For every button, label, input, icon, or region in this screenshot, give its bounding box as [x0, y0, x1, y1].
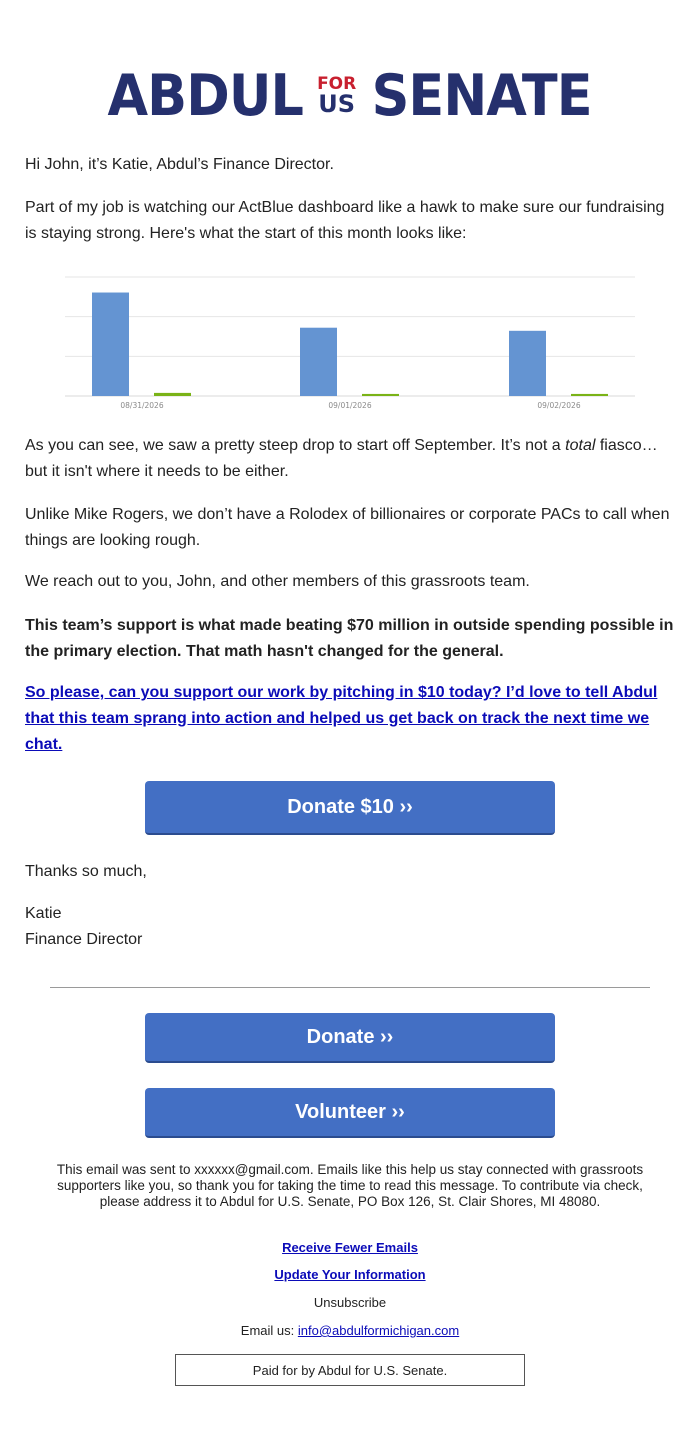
greeting-text: Hi John, it’s Katie, Abdul’s Finance Director. — [25, 156, 334, 173]
chart-bar-primary-2 — [509, 331, 546, 396]
campaign-logo — [0, 63, 700, 129]
chart-bar-secondary-2 — [571, 394, 608, 396]
email-us-label: Email us: — [240, 1323, 298, 1338]
footer-volunteer-button[interactable]: Volunteer ›› — [145, 1088, 555, 1138]
paid-for-disclaimer: Paid for by Abdul for U.S. Senate. — [175, 1354, 525, 1386]
footer-notice: This email was sent to xxxxxx@gmail.com. Emails like this help us stay connected with grassroots supporters like you, so thank you for taking the time to read this message. To contribute via check, please address it to Abdul for U.S. Senate, PO Box 126, St. Clair Shores, MI 48080. — [56, 1162, 644, 1209]
donate-10-button[interactable]: Donate $10 ›› — [145, 781, 555, 835]
unsubscribe-link[interactable]: Unsubscribe — [313, 1295, 387, 1310]
logo-us: US — [318, 90, 356, 118]
logo-word-senate: SENATE — [371, 63, 592, 129]
update-info-row — [0, 1267, 700, 1283]
chart-svg — [60, 272, 640, 412]
chart-bar-secondary-0 — [154, 393, 191, 396]
fundraising-chart — [60, 272, 640, 412]
chart-x-tick-label: 08/31/2026 — [120, 401, 164, 410]
update-information-link[interactable]: Update Your Information — [274, 1267, 426, 1282]
bold-paragraph: This team’s support is what made beating $70 million in outside spending possible in the primary election. That math hasn't changed for the general. — [25, 617, 674, 660]
footer-divider — [50, 987, 650, 988]
rogers-paragraph: Unlike Mike Rogers, we don’t have a Rolodex of billionaires or corporate PACs to call when things are looking rough. — [25, 506, 670, 549]
thanks-text: Thanks so much, — [25, 863, 147, 880]
drop-paragraph — [25, 433, 680, 485]
donation-ask-link[interactable]: So please, can you support our work by pitching in $10 today? I’d love to tell Abdul that this team sprang into action and helped us get back on track the next time we chat. — [25, 684, 658, 753]
signer-name: Katie — [25, 905, 62, 922]
intro-paragraph: Part of my job is watching our ActBlue dashboard like a hawk to make sure our fundraising is staying strong. Here's what the start of this month looks like: — [25, 199, 665, 242]
chart-bar-primary-1 — [300, 328, 337, 396]
drop-emphasis: total — [565, 437, 596, 454]
email-us-row — [0, 1323, 700, 1339]
footer-donate-button[interactable]: Donate ›› — [145, 1013, 555, 1063]
drop-text-1: As you can see, we saw a pretty steep drop to start off September. It’s not a — [25, 437, 566, 454]
email-address-link[interactable]: info@abdulformichigan.com — [297, 1323, 460, 1338]
logo-word-abdul: ABDUL — [107, 63, 303, 129]
reach-paragraph: We reach out to you, John, and other members of this grassroots team. — [25, 573, 530, 590]
receive-fewer-emails-link[interactable]: Receive Fewer Emails — [282, 1240, 418, 1255]
chart-bar-secondary-1 — [362, 394, 399, 396]
signer-title: Finance Director — [25, 931, 143, 948]
chart-x-tick-label: 09/01/2026 — [328, 401, 372, 410]
chart-x-tick-label: 09/02/2026 — [537, 401, 581, 410]
logo-for-us — [317, 76, 356, 116]
logo-for: FOR — [317, 74, 357, 94]
unsubscribe-row — [0, 1295, 700, 1311]
chart-bar-primary-0 — [92, 293, 129, 396]
fewer-emails-row — [0, 1240, 700, 1256]
drop-text-2: fiasco… but it isn't where it needs to be either. — [25, 437, 658, 480]
